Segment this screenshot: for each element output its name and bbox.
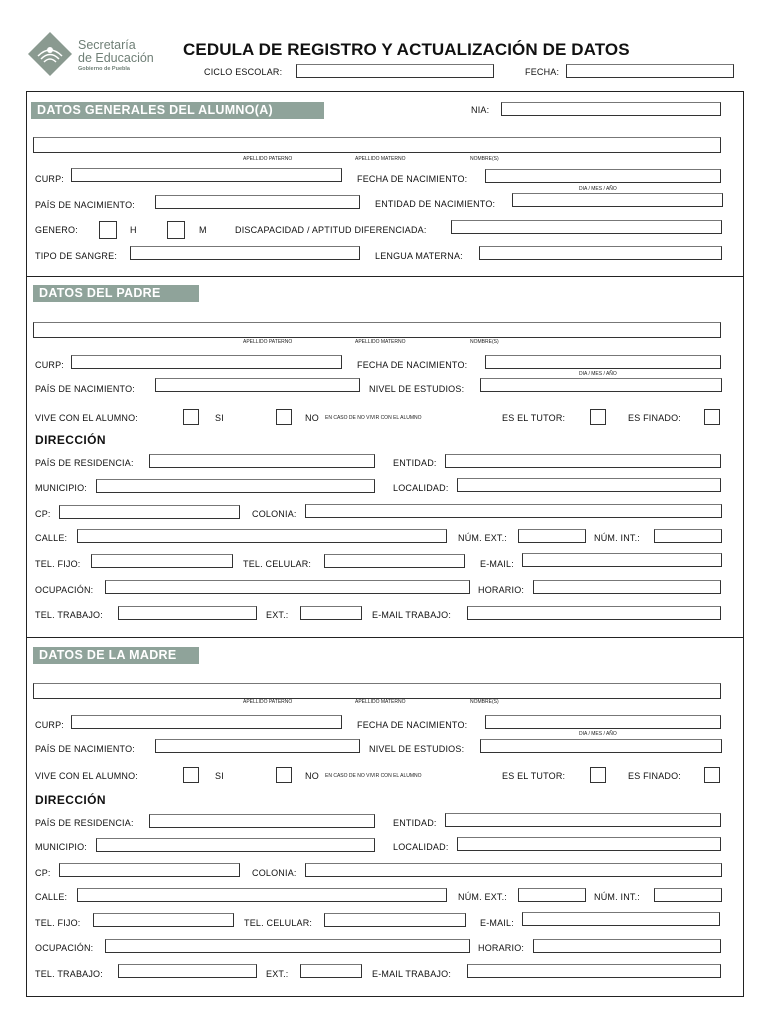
student-name-input[interactable] <box>33 137 721 153</box>
m-curp-input[interactable] <box>71 715 342 729</box>
logo-line3: Gobierno de Puebla <box>78 66 130 72</box>
f-tel-cel-input[interactable] <box>324 554 465 568</box>
f-no-label: NO <box>305 413 319 423</box>
m-no-note: EN CASO DE NO VIVIR CON EL ALUMNO <box>325 773 422 779</box>
f-curp-input[interactable] <box>71 355 342 369</box>
m-si-label: SI <box>215 771 224 781</box>
f-email-label: E-MAIL: <box>480 559 514 569</box>
m-localidad-label: LOCALIDAD: <box>393 842 449 852</box>
m-ext-label: EXT.: <box>266 969 289 979</box>
f-entidad-label: ENTIDAD: <box>393 458 437 468</box>
f-email-trabajo-label: E-MAIL TRABAJO: <box>372 610 452 620</box>
mother-banner: DATOS DE LA MADRE <box>33 647 199 664</box>
f-cp-label: CP: <box>35 509 51 519</box>
secretaria-logo-icon <box>26 30 74 78</box>
m-ocupacion-input[interactable] <box>105 939 470 953</box>
f-ocupacion-label: OCUPACIÓN: <box>35 585 94 595</box>
f-tel-cel-label: TEL. CELULAR: <box>243 559 312 569</box>
f-finado-checkbox[interactable] <box>704 409 720 425</box>
sub-paterno: APELLIDO PATERNO <box>243 156 293 162</box>
m-colonia-label: COLONIA: <box>252 868 297 878</box>
discapacidad-label: DISCAPACIDAD / APTITUD DIFERENCIADA: <box>235 225 427 235</box>
genero-m-label: M <box>199 225 207 235</box>
sub-materno: APELLIDO MATERNO <box>355 156 406 162</box>
f-colonia-input[interactable] <box>305 504 722 518</box>
f-pais-res-input[interactable] <box>149 454 375 468</box>
m-tel-trabajo-input[interactable] <box>118 964 257 978</box>
f-tutor-checkbox[interactable] <box>590 409 606 425</box>
f-horario-label: HORARIO: <box>478 585 525 595</box>
m-no-label: NO <box>305 771 319 781</box>
f-horario-input[interactable] <box>533 580 721 594</box>
logo-line1: Secretaría <box>78 38 136 52</box>
m-pais-res-label: PAÍS DE RESIDENCIA: <box>35 818 134 828</box>
logo-line2: de Educación <box>78 51 154 65</box>
m-tel-cel-label: TEL. CELULAR: <box>244 918 313 928</box>
m-dia-mes-ano: DIA / MES / AÑO <box>579 731 617 737</box>
m-num-int-label: NÚM. INT.: <box>594 892 640 902</box>
student-banner: DATOS GENERALES DEL ALUMNO(A) <box>31 102 324 119</box>
f-fecha-nac-input[interactable] <box>485 355 721 369</box>
m-calle-label: CALLE: <box>35 892 68 902</box>
discapacidad-input[interactable] <box>451 220 722 234</box>
m-num-ext-input[interactable] <box>518 888 586 902</box>
f-no-note: EN CASO DE NO VIVIR CON EL ALUMNO <box>325 415 422 421</box>
m-pais-nac-input[interactable] <box>155 739 360 753</box>
f-pais-res-label: PAÍS DE RESIDENCIA: <box>35 458 134 468</box>
m-municipio-label: MUNICIPIO: <box>35 842 88 852</box>
f-tel-fijo-label: TEL. FIJO: <box>35 559 81 569</box>
m-calle-input[interactable] <box>77 888 447 902</box>
fecha-nac-input[interactable] <box>485 169 721 183</box>
f-calle-label: CALLE: <box>35 533 68 543</box>
header <box>0 0 768 90</box>
sub-nombre: NOMBRE(S) <box>470 156 499 162</box>
f-sub-nombre: NOMBRE(S) <box>470 339 499 345</box>
ciclo-label: CICLO ESCOLAR: <box>204 67 283 77</box>
m-pais-nac-label: PAÍS DE NACIMIENTO: <box>35 744 135 754</box>
f-localidad-input[interactable] <box>457 478 721 492</box>
m-email-trabajo-label: E-MAIL TRABAJO: <box>372 969 452 979</box>
mother-name-input[interactable] <box>33 683 721 699</box>
m-email-label: E-MAIL: <box>480 918 514 928</box>
f-sub-materno: APELLIDO MATERNO <box>355 339 406 345</box>
m-finado-label: ES FINADO: <box>628 771 682 781</box>
f-ext-input[interactable] <box>300 606 362 620</box>
f-nivel-label: NIVEL DE ESTUDIOS: <box>369 384 465 394</box>
m-ocupacion-label: OCUPACIÓN: <box>35 943 94 953</box>
m-sub-nombre: NOMBRE(S) <box>470 699 499 705</box>
f-pais-nac-input[interactable] <box>155 378 360 392</box>
f-email-trabajo-input[interactable] <box>467 606 721 620</box>
m-finado-checkbox[interactable] <box>704 767 720 783</box>
m-tel-fijo-input[interactable] <box>93 913 234 927</box>
m-email-input[interactable] <box>522 912 720 926</box>
pais-nac-label: PAÍS DE NACIMIENTO: <box>35 200 135 210</box>
f-si-label: SI <box>215 413 224 423</box>
f-fecha-nac-label: FECHA DE NACIMIENTO: <box>357 360 468 370</box>
m-sub-paterno: APELLIDO PATERNO <box>243 699 293 705</box>
m-vive-label: VIVE CON EL ALUMNO: <box>35 771 138 781</box>
m-sub-materno: APELLIDO MATERNO <box>355 699 406 705</box>
m-ext-input[interactable] <box>300 964 362 978</box>
nia-label: NIA: <box>471 105 490 115</box>
m-curp-label: CURP: <box>35 720 65 730</box>
m-tutor-checkbox[interactable] <box>590 767 606 783</box>
f-nivel-input[interactable] <box>480 378 722 392</box>
ciclo-input[interactable] <box>296 64 494 78</box>
f-num-int-label: NÚM. INT.: <box>594 533 640 543</box>
father-banner: DATOS DEL PADRE <box>33 285 199 302</box>
f-sub-paterno: APELLIDO PATERNO <box>243 339 293 345</box>
m-cp-input[interactable] <box>59 863 240 877</box>
m-entidad-input[interactable] <box>445 813 721 827</box>
curp-label: CURP: <box>35 174 65 184</box>
m-horario-input[interactable] <box>533 939 721 953</box>
page-title: CEDULA DE REGISTRO Y ACTUALIZACIÓN DE DATOS <box>183 40 630 59</box>
m-email-trabajo-input[interactable] <box>467 964 721 978</box>
m-fecha-nac-input[interactable] <box>485 715 721 729</box>
genero-m-checkbox[interactable] <box>167 221 185 239</box>
genero-h-label: H <box>130 225 137 235</box>
f-curp-label: CURP: <box>35 360 65 370</box>
father-name-input[interactable] <box>33 322 721 338</box>
f-ext-label: EXT.: <box>266 610 289 620</box>
f-num-ext-input[interactable] <box>518 529 586 543</box>
f-ocupacion-input[interactable] <box>105 580 470 594</box>
lengua-input[interactable] <box>479 246 722 260</box>
f-tutor-label: ES EL TUTOR: <box>502 413 566 423</box>
f-cp-input[interactable] <box>59 505 240 519</box>
m-pais-res-input[interactable] <box>149 814 375 828</box>
m-tutor-label: ES EL TUTOR: <box>502 771 566 781</box>
f-localidad-label: LOCALIDAD: <box>393 483 449 493</box>
m-tel-fijo-label: TEL. FIJO: <box>35 918 81 928</box>
m-entidad-label: ENTIDAD: <box>393 818 437 828</box>
m-num-int-input[interactable] <box>654 888 722 902</box>
m-tel-trabajo-label: TEL. TRABAJO: <box>35 969 103 979</box>
m-direccion-heading: DIRECCIÓN <box>35 793 106 807</box>
genero-label: GENERO: <box>35 225 78 235</box>
f-finado-label: ES FINADO: <box>628 413 682 423</box>
m-nivel-input[interactable] <box>480 739 722 753</box>
f-vive-label: VIVE CON EL ALUMNO: <box>35 413 138 423</box>
sangre-label: TIPO DE SANGRE: <box>35 251 118 261</box>
m-nivel-label: NIVEL DE ESTUDIOS: <box>369 744 465 754</box>
entidad-nac-input[interactable] <box>512 193 723 207</box>
f-tel-trabajo-input[interactable] <box>118 606 257 620</box>
m-vive-si-checkbox[interactable] <box>183 767 199 783</box>
f-num-ext-label: NÚM. EXT.: <box>458 533 508 543</box>
f-colonia-label: COLONIA: <box>252 509 297 519</box>
f-tel-fijo-input[interactable] <box>91 554 233 568</box>
f-email-input[interactable] <box>522 553 722 567</box>
m-tel-cel-input[interactable] <box>324 913 466 927</box>
f-vive-si-checkbox[interactable] <box>183 409 199 425</box>
m-vive-no-checkbox[interactable] <box>276 767 292 783</box>
f-municipio-label: MUNICIPIO: <box>35 483 88 493</box>
sangre-input[interactable] <box>130 246 360 260</box>
f-tel-trabajo-label: TEL. TRABAJO: <box>35 610 103 620</box>
f-pais-nac-label: PAÍS DE NACIMIENTO: <box>35 384 135 394</box>
f-entidad-input[interactable] <box>445 454 721 468</box>
f-municipio-input[interactable] <box>96 479 375 493</box>
pais-nac-input[interactable] <box>155 195 360 209</box>
f-dia-mes-ano: DIA / MES / AÑO <box>579 371 617 377</box>
m-colonia-input[interactable] <box>305 863 722 877</box>
m-fecha-nac-label: FECHA DE NACIMIENTO: <box>357 720 468 730</box>
lengua-label: LENGUA MATERNA: <box>375 251 463 261</box>
nia-input[interactable] <box>501 102 721 116</box>
m-num-ext-label: NÚM. EXT.: <box>458 892 508 902</box>
dia-mes-ano: DIA / MES / AÑO <box>579 186 617 192</box>
fecha-input[interactable] <box>566 64 734 78</box>
m-municipio-input[interactable] <box>96 838 375 852</box>
genero-h-checkbox[interactable] <box>99 221 117 239</box>
fecha-nac-label: FECHA DE NACIMIENTO: <box>357 174 468 184</box>
f-calle-input[interactable] <box>77 529 447 543</box>
curp-input[interactable] <box>71 168 342 182</box>
fecha-label: FECHA: <box>525 67 560 77</box>
m-horario-label: HORARIO: <box>478 943 525 953</box>
f-num-int-input[interactable] <box>654 529 722 543</box>
f-direccion-heading: DIRECCIÓN <box>35 433 106 447</box>
f-vive-no-checkbox[interactable] <box>276 409 292 425</box>
entidad-nac-label: ENTIDAD DE NACIMIENTO: <box>375 199 496 209</box>
m-cp-label: CP: <box>35 868 51 878</box>
m-localidad-input[interactable] <box>457 837 721 851</box>
